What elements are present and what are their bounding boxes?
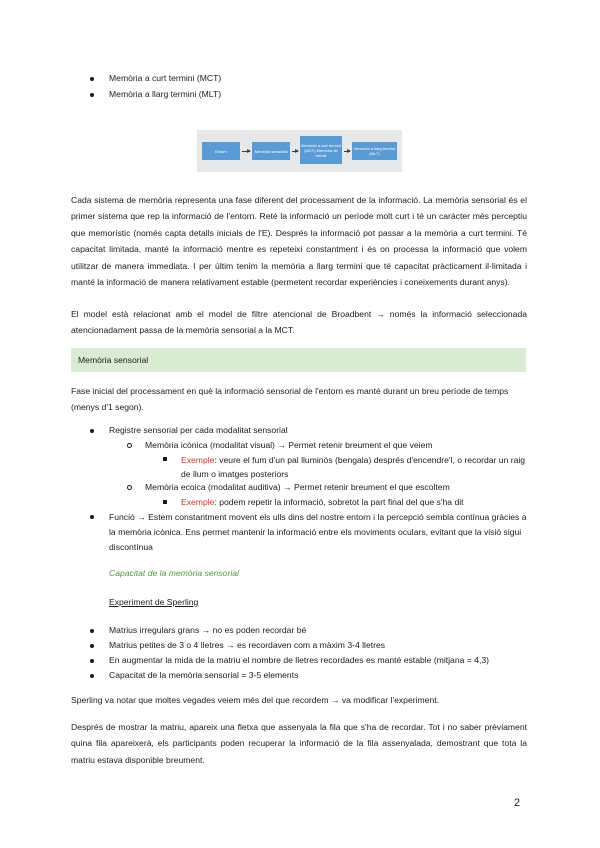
diagram-arrow	[344, 151, 350, 152]
section-heading: Memòria sensorial	[78, 355, 149, 365]
bullet-text: Memòria a curt termini (MCT)	[109, 73, 222, 83]
list-item-funcio: Funció → Estem constantment movent els ulls dins del nostre entorn i la percepció sembla contínua gràcies a la memòria icònica. Ens permet mantenir la informació entre els moviments oculars, evitant que la visió sigui discontínua	[109, 510, 527, 555]
list-item-iconica: Memòria icònica (modalitat visual) → Permet retenir breument el que veiem	[145, 439, 525, 451]
paragraph-systems: Cada sistema de memòria representa una fase diferent del processament de la informació. La memòria sensorial és el primer sistema que rep la informació de l'entorn. Reté la informació un període molt curt i té un caràcter més perceptiu que memorístic (només capta detalls inicials de l'E). Després la informació pot passar a la memòria a curt termini. Té capacitat limitada, manté la informació mentre es repeteixi constantment i és on processa la informació que volem utilitzar de manera immediata. I per últim tenim la memòria a llarg termini que té capacitat pràcticament il·limitada i manté la informació de manera relativament estable (permetent recordar experiències i coneixements durant anys).	[71, 195, 527, 288]
list-item-ecoica-example: Exemple: podem repetir la informació, sobretot la part final del que s'ha dit	[181, 496, 526, 508]
diagram-arrow	[292, 151, 298, 152]
bullet-mlt	[109, 88, 221, 100]
list-item-registre: Registre sensorial per cada modalitat sensorial	[109, 424, 519, 436]
section-heading-bar	[71, 348, 526, 372]
subheading-capacitat: Capacitat de la memòria sensorial	[109, 568, 239, 578]
bullet-text: Memòria a llarg termini (MLT)	[109, 89, 222, 99]
diagram-box-entorn: Entorn	[202, 142, 240, 160]
list-item-iconica-example: Exemple: veure el fum d'un pal lluminós (bengala) després d'encendre'l, o recordar un raig de llum o imatges posteriors	[181, 455, 526, 479]
experiment-bullet: Matrius irregulars grans → no es poden recordar bé	[109, 624, 527, 636]
diagram-box-mct: Memòria a curt termini (MCT) Memòria de treball	[300, 136, 342, 164]
bullet-mct	[109, 72, 221, 84]
page-number: 2	[514, 797, 521, 809]
diagram-box-mlt: Memòria a llarg termini (MLT)	[352, 142, 397, 160]
example-label: Exemple	[181, 455, 215, 465]
experiment-heading: Experiment de Sperling	[109, 597, 199, 607]
memory-model-diagram	[197, 130, 402, 172]
experiment-bullet: Capacitat de la memòria sensorial = 3-5 elements	[109, 669, 527, 681]
experiment-bullet: Matrius petites de 3 o 4 lletres → es recordaven com a màxim 3-4 lletres	[109, 639, 527, 651]
paragraph-sperling-method: Després de mostrar la matriu, apareix una fletxa que assenyala la fila que s'ha de recordar. Tot i no saber prèviament quina fila apareixerà, els participants poden recuperar la informació de la fila assenyalada, demostrant que tota la matriu estava disponible breument.	[71, 722, 527, 765]
diagram-arrow	[242, 151, 250, 152]
example-label: Exemple	[181, 497, 215, 507]
paragraph-definition: Fase inicial del processament en què la informació sensorial de l'entorn es manté durant un breu període de temps (menys d'1 segon).	[71, 386, 509, 413]
paragraph-broadbent: El model està relacionat amb el model de filtre atencional de Broadbent → només la informació seleccionada atencionadament passa de la memòria sensorial a la MCT.	[71, 309, 527, 336]
diagram-box-sensorial: Memòria sensorial	[252, 142, 290, 160]
list-item-ecoica: Memòria ecoica (modalitat auditiva) → Permet retenir breument el que escoltem	[145, 481, 525, 493]
paragraph-sperling-note: Sperling va notar que moltes vegades veiem més del que recordem → va modificar l'experiment.	[71, 695, 440, 705]
experiment-bullet: En augmentar la mida de la matriu el nombre de lletres recordades es manté estable (mitjana = 4,3)	[109, 654, 527, 666]
